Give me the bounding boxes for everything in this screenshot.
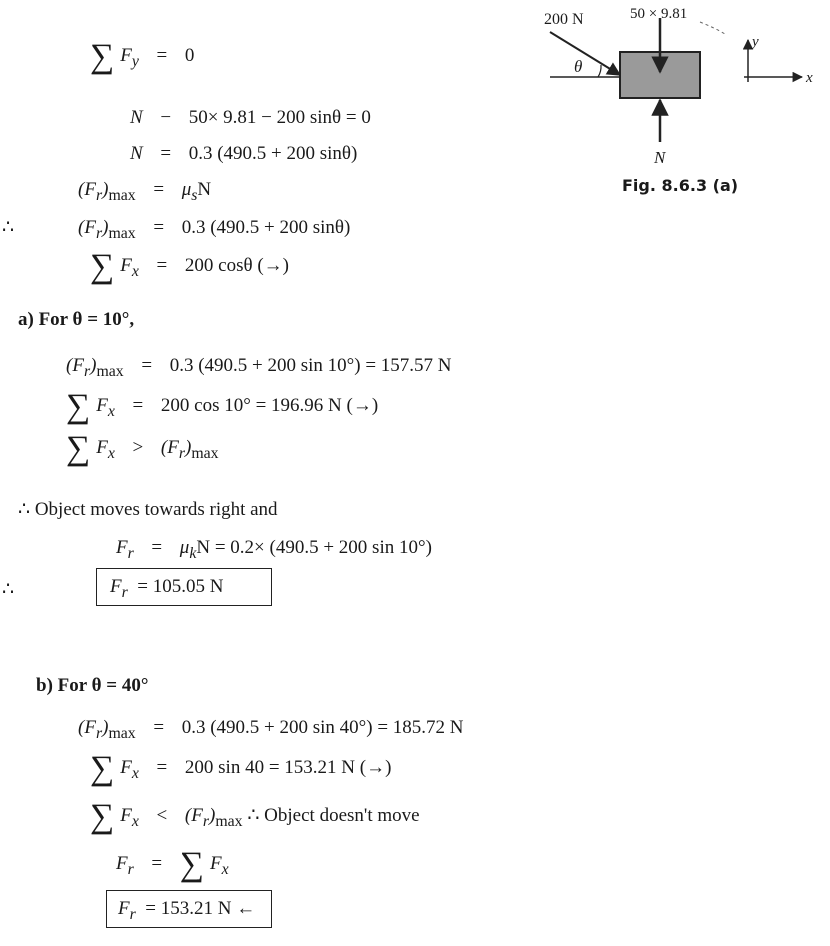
part-a-result: $F_r = 105.05$ N	[110, 576, 224, 601]
part-a-conclusion: ∴ Object moves towards right and	[18, 499, 278, 520]
weight-label: 50 × 9.81	[630, 6, 688, 22]
part-b-result: $F_r = 153.21$ N ←	[118, 898, 256, 923]
therefore-symbol-2: ∴	[2, 579, 15, 600]
part-b-sum-fx: ∑ $F_x = 200$ sin 40 = 153.21 N (→)	[90, 750, 392, 787]
eq-sum-fy: ∑ $F_y = 0$	[90, 38, 195, 75]
eq-fr-max-def: $(F_r)_{max} = \mu_sN$	[78, 179, 212, 204]
applied-force-arrow	[550, 32, 620, 75]
normal-label: N	[654, 148, 666, 167]
part-a-comparison: ∑ $F_x > (F_r)_{max}$	[66, 430, 219, 467]
part-b-heading: b) For θ = 40°	[36, 675, 149, 696]
x-axis-label: x	[806, 70, 813, 86]
eq-fr-max-value: $(F_r)_{max} = 0.3$ (490.5 + 200 sinθ)	[78, 217, 351, 242]
figure-caption: Fig. 8.6.3 (a)	[622, 176, 739, 195]
y-axis-label: y	[752, 34, 759, 50]
theta-label: θ	[574, 57, 583, 76]
part-a-heading: a) For θ = 10°,	[18, 309, 135, 330]
eq-n-value: N = 0.3 (490.5 + 200 sinθ)	[130, 143, 358, 164]
part-a-fr-kinetic: $F_r = \mu_kN = 0.2\times (490.5 + 200$ sin 10°)	[116, 537, 432, 562]
part-b-fr-max: $(F_r)_{max} = 0.3$ (490.5 + 200 sin 40°) = 185.72 N	[78, 717, 464, 742]
part-b-fr-equals-sum: $F_r$ = ∑ $F_x$	[116, 846, 229, 883]
part-a-sum-fx: ∑ $F_x = 200$ cos 10° = 196.96 N (→)	[66, 388, 379, 425]
angle-arc	[598, 65, 601, 77]
eq-sum-fx: ∑ $F_x = 200$ cosθ (→)	[90, 248, 289, 285]
part-b-comparison: ∑ $F_x < (F_r)_{max}$ ∴ Object doesn't move	[90, 798, 420, 835]
therefore-symbol-1: ∴	[2, 217, 15, 238]
free-body-diagram	[530, 0, 830, 180]
force-label: 200 N	[544, 11, 584, 28]
part-a-fr-max: $(F_r)_{max} = 0.3$ (490.5 + 200 sin 10°) = 157.57 N	[66, 355, 452, 380]
eq-n-balance: N − 50× 9.81 − 200 sinθ = 0	[130, 107, 371, 128]
